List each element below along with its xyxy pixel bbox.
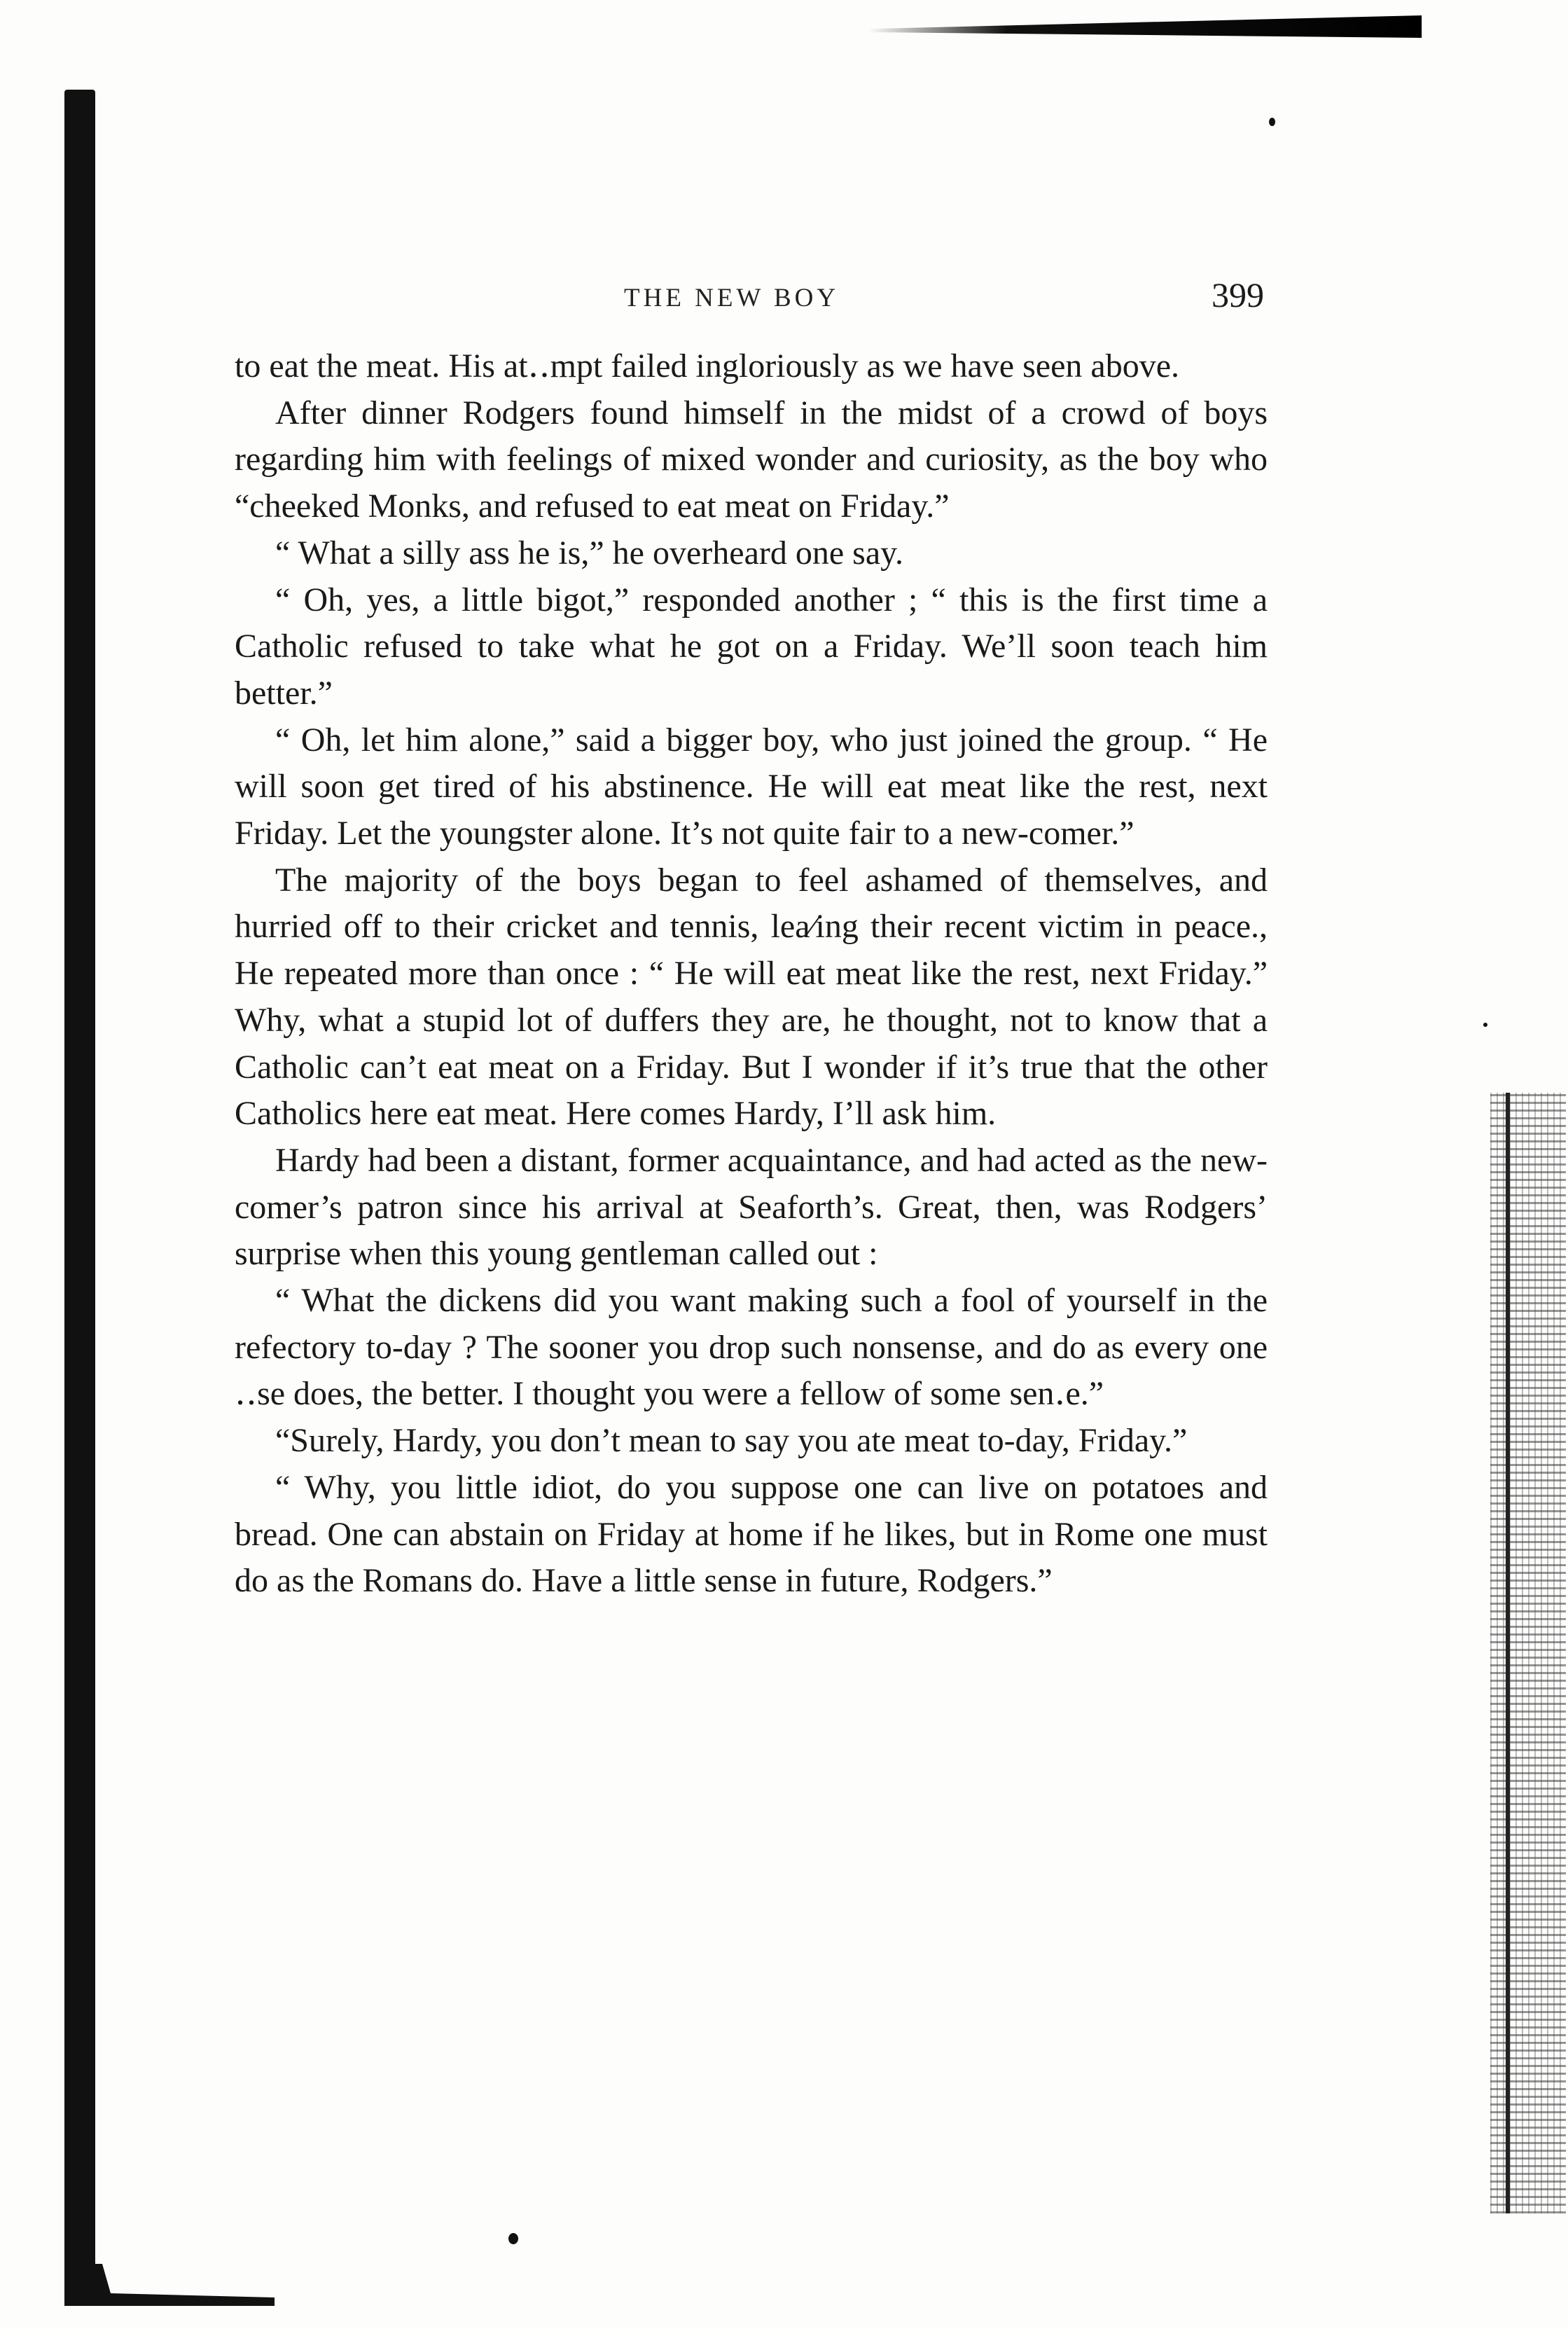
paragraph: “Surely, Hardy, you don’t mean to say you ate meat to-day, Friday.” xyxy=(275,1422,1188,1460)
page-number: 399 xyxy=(1212,275,1264,315)
scan-artifact-bottom-corner xyxy=(64,2264,275,2306)
paragraph: Hardy had been a distant, former acquaintance, and had acted as the new-comer’s patron since his arrival at Seaforth’s. Great, then, was Rodgers’ surprise when this young gentleman called out : xyxy=(235,1141,1268,1273)
running-header xyxy=(235,275,1264,324)
paragraph: to eat the meat. His at․․mpt failed ingloriously as we have seen above. xyxy=(235,347,1179,385)
scan-artifact-top-rule xyxy=(868,15,1422,38)
paragraph: After dinner Rodgers found himself in the midst of a crowd of boys regarding him with feelings of mixed wonder and curiosity, as the boy who “cheeked Monks, and refused to eat meat on Friday.” xyxy=(235,394,1268,525)
scan-speck xyxy=(1483,1023,1487,1027)
body-text xyxy=(235,343,1268,1605)
scan-speck xyxy=(1269,118,1275,126)
scan-artifact-right-edge-noise xyxy=(1490,1093,1566,2213)
running-title: THE NEW BOY xyxy=(624,284,840,312)
scan-artifact-binding-edge xyxy=(64,90,95,2282)
scan-artifact-right-edge-line xyxy=(1506,1093,1510,2213)
paragraph: “ Oh, let him alone,” said a bigger boy, who just joined the group. “ He will soon get tired of his abstinence. He will eat meat like the rest, next Friday. Let the youngster alone. It’s not quite fair to a new-comer.” xyxy=(235,721,1268,852)
paragraph: “ What the dickens did you want making such a fool of yourself in the refectory to-day ? The sooner you drop such nonsense, and do as every one ․․se does, the better. I thought you were a fellow of some sen․e.” xyxy=(235,1282,1268,1413)
paragraph: “ Why, you little idiot, do you suppose one can live on potatoes and bread. One can abstain on Friday at home if he likes, but in Rome one must do as the Romans do. Have a little sense in future, Rodgers.” xyxy=(235,1468,1268,1600)
paragraph: “ What a silly ass he is,” he overheard one say. xyxy=(275,534,904,572)
paragraph: “ Oh, yes, a little bigot,” responded another ; “ this is the first time a Catholic refused to take what he got on a Friday. We’ll soon teach him better.” xyxy=(235,581,1268,712)
scan-speck xyxy=(508,2233,518,2244)
paragraph: The majority of the boys began to feel ashamed of themselves, and hurried off to their cricket and tennis, lea⁄ing their recent victim in peace., He repeated more than once : “ He will eat meat like the rest, next Friday.” Why, what a stupid lot of duffers they are, he thought, not to know that a Catholic can’t eat meat on a Friday. But I wonder if it’s true that the other Catholics here eat meat. Here comes Hardy, I’ll ask him. xyxy=(235,861,1268,1133)
